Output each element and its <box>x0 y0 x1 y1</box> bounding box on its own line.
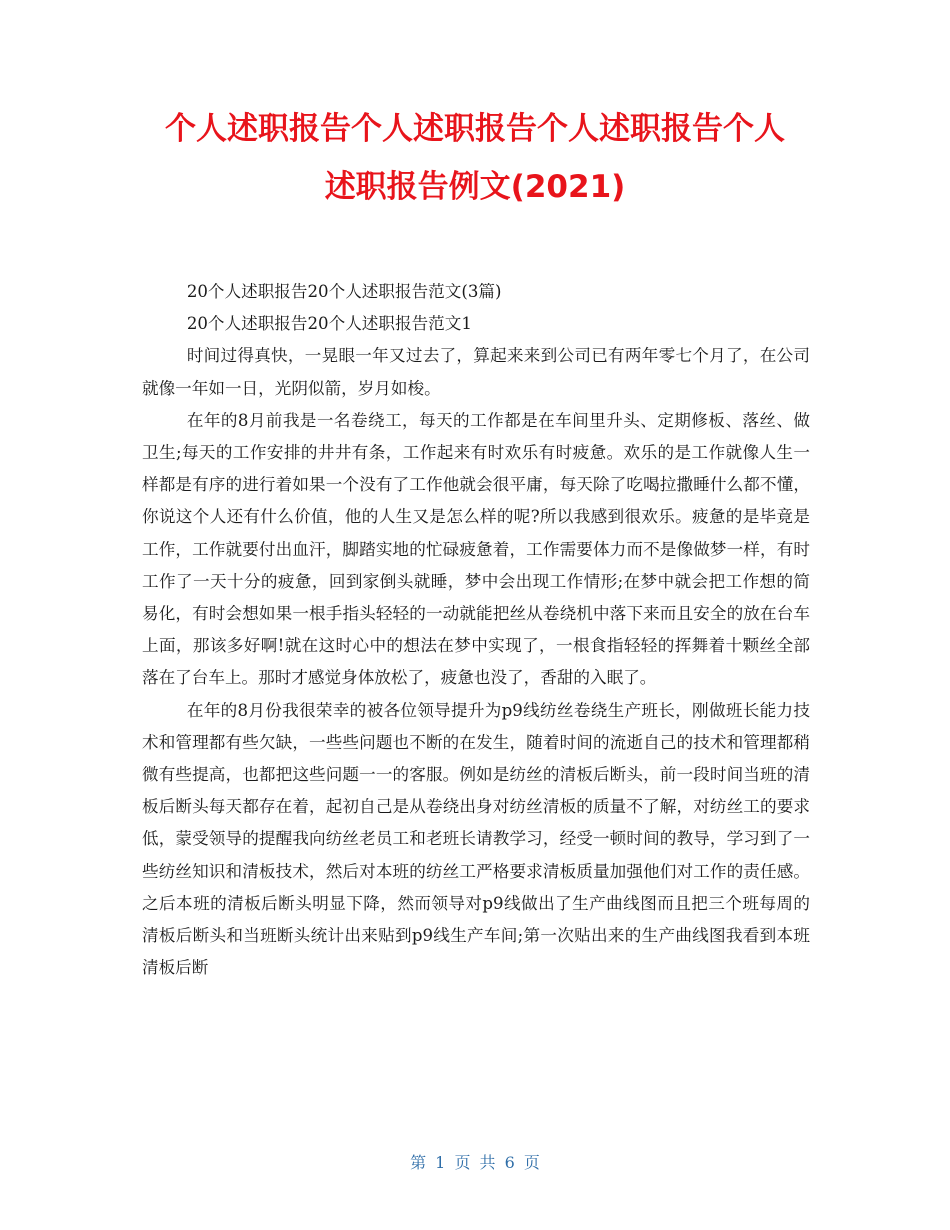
section-heading-paragraph: 20个人述职报告20个人述职报告范文1 <box>186 314 472 334</box>
title-line-2: 述职报告例文(2021) <box>324 169 626 205</box>
document-body <box>142 276 810 984</box>
body-paragraph: 在年的8月份我很荣幸的被各位领导提升为p9线纺丝卷绕生产班长，刚做班长能力技术和管理都有些欠缺，一些些问题也不断的在发生，随着时间的流逝自己的技术和管理都稍微有些提高，也都把这些问题一一的客服。例如是纺丝的清板后断头，前一段时间当班的清板后断头每天都存在着，起初自己是从卷绕出身对纺丝清板的质量不了解，对纺丝工的要求低，蒙受领导的提醒我向纺丝老员工和老班长请教学习，经受一顿时间的教导，学习到了一些纺丝知识和清板技术，然后对本班的纺丝工严格要求清板质量加强他们对工作的责任感。之后本班的清板后断头明显下降，然而领导对p9线做出了生产曲线图而且把三个班每周的清板后断头和当班断头统计出来贴到p9线生产车间;第一次贴出来的生产曲线图我看到本班清板后断 <box>142 700 810 978</box>
body-paragraph: 在年的8月前我是一名卷绕工，每天的工作都是在车间里升头、定期修板、落丝、做卫生;每天的工作安排的井井有条，工作起来有时欢乐有时疲惫。欢乐的是工作就像人生一样都是有序的进行着如果一个没有了工作他就会很平庸，每天除了吃喝拉撒睡什么都不懂，你说这个人还有什么价值，他的人生又是怎么样的呢?所以我感到很欢乐。疲惫的是毕竟是工作，工作就要付出血汗，脚踏实地的忙碌疲惫着，工作需要体力而不是像做梦一样，有时工作了一天十分的疲惫，回到家倒头就睡，梦中会出现工作情形;在梦中就会把工作想的简易化，有时会想如果一根手指头轻轻的一动就能把丝从卷绕机中落下来而且安全的放在台车上面，那该多好啊!就在这时心中的想法在梦中实现了，一根食指轻轻的挥舞着十颗丝全部落在了台车上。那时才感觉身体放松了，疲惫也没了，香甜的入眠了。 <box>142 410 810 688</box>
title-line-1: 个人述职报告个人述职报告个人述职报告个人 <box>165 111 785 147</box>
page-number-footer: 第 1 页 共 6 页 <box>410 1153 540 1172</box>
document-title <box>100 100 850 216</box>
body-paragraph: 时间过得真快，一晃眼一年又过去了，算起来来到公司已有两年零七个月了，在公司就像一年如一日，光阴似箭，岁月如梭。 <box>142 346 810 398</box>
subtitle-paragraph: 20个人述职报告20个人述职报告范文(3篇) <box>186 282 502 301</box>
